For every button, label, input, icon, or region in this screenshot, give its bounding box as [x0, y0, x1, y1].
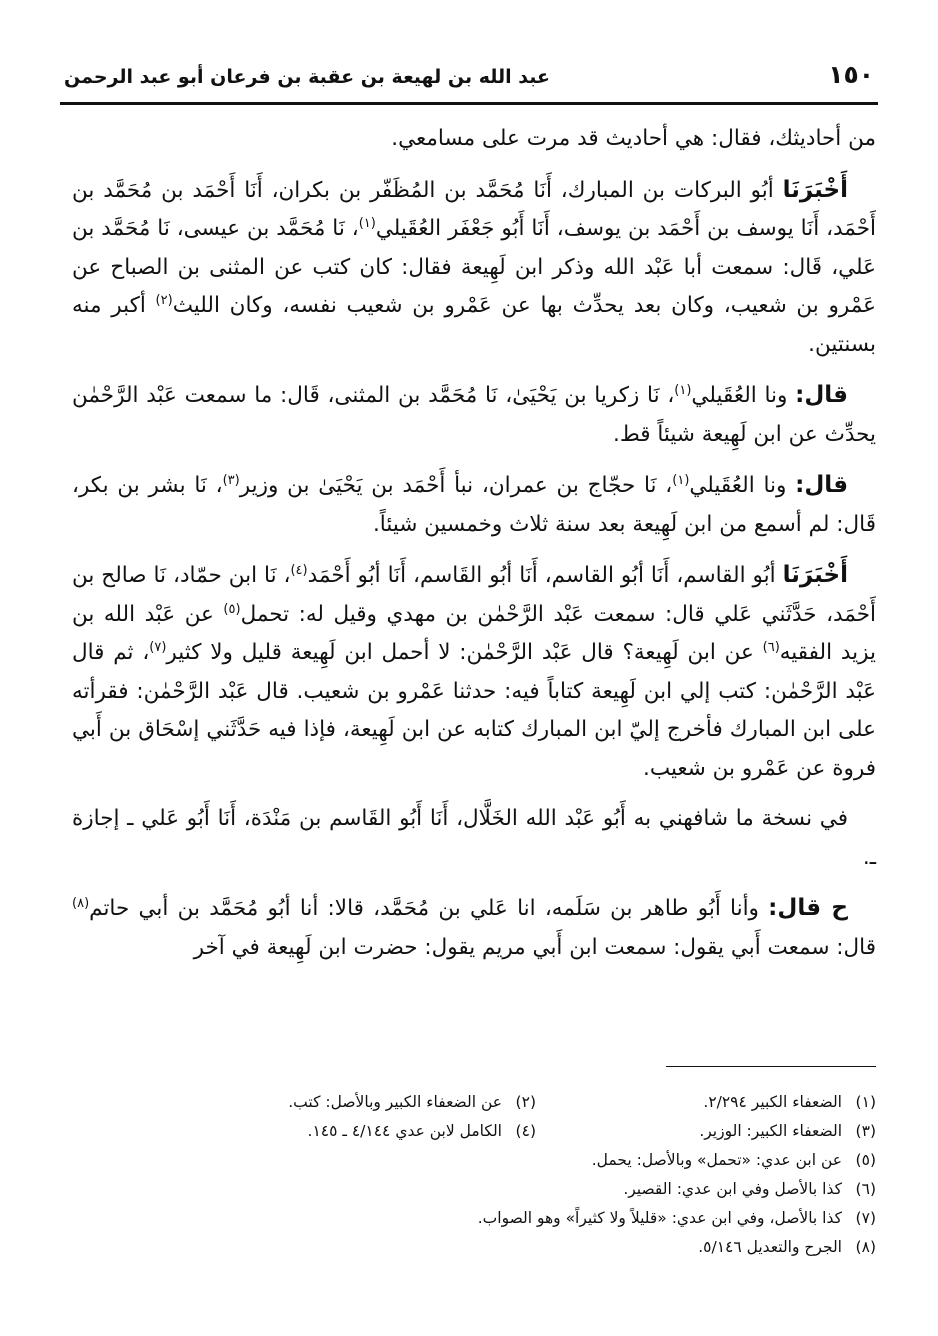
footnote-text: عن ابن عدي: «تحمل» وبالأصل: يحمل.	[591, 1151, 842, 1169]
footnote-item	[196, 1117, 536, 1146]
page-number: ١٥٠	[828, 60, 874, 89]
footnote-number: (٤)	[515, 1122, 536, 1140]
footnote-text: الضعفاء الكبير ٢/٢٩٤.	[703, 1093, 842, 1111]
running-title: عبد الله بن لهيعة بن عقبة بن فرعان أبو عبد الرحمن	[64, 66, 550, 88]
paragraph-akhbarana-2	[72, 556, 876, 788]
footnote-ref[interactable]: (٣)	[222, 472, 240, 488]
footnote-number: (٢)	[515, 1093, 536, 1111]
footnote-text: الضعفاء الكبير: الوزير.	[699, 1122, 842, 1140]
paragraph-qala-2	[72, 466, 876, 544]
footnote-number: (٨)	[855, 1238, 876, 1256]
footnote-ref[interactable]: (١)	[358, 215, 376, 231]
paragraph-text: ، نَا حجّاج بن عمران، نبأ أَحْمَد بن يَحْيَىٰ بن وزير	[239, 473, 673, 498]
footnote-ref[interactable]: (٥)	[223, 601, 241, 617]
lead-word: ح قال:	[768, 895, 849, 921]
paragraph-text: أبُو البركات بن المبارك، أَنَا مُحَمَّد بن المُظَفّر بن بكران، أَنَا أَحْمَد بن مُحَمَّد بن أَحْمَد، أَنَا يوسف بن أَحْمَد بن يوسف، أَنَا أَبُو جَعْفَر العُقَيلي	[72, 177, 877, 241]
footnote-ref[interactable]: (٤)	[290, 562, 308, 578]
paragraph-text: عن عَبْد الله بن يزيد الفقيه	[72, 601, 876, 665]
footnote-ref[interactable]: (٧)	[149, 639, 167, 655]
lead-word: قال:	[795, 472, 849, 498]
paragraph-text: ، نَا بشر بن بكر، قَال: لم أسمع من ابن لَهِيعة بعد سنة ثلاث وخمسين شيئاً.	[72, 473, 876, 537]
footnote-item	[72, 1233, 876, 1262]
footnote-row	[72, 1088, 876, 1117]
paragraph-akhbarana-1	[72, 171, 876, 365]
footnotes	[72, 1088, 876, 1262]
footnote-item	[72, 1175, 876, 1204]
footnote-ref[interactable]: (٢)	[155, 292, 173, 308]
footnote-item	[196, 1088, 536, 1117]
footnote-item	[72, 1146, 876, 1175]
footnote-text: كذا بالأصل، وفي ابن عدي: «قليلاً ولا كثيراً» وهو الصواب.	[477, 1209, 842, 1227]
paragraph-text: أكبر منه بسنتين.	[72, 293, 876, 357]
paragraph-text: ونا العُقَيلي	[691, 383, 796, 408]
lead-word: أَخْبَرَنَا	[782, 562, 848, 588]
footnote-row	[72, 1117, 876, 1146]
main-text	[72, 120, 876, 979]
paragraph-text: عن ابن لَهِيعة؟ قال عَبْد الرَّحْمٰن: لا أحمل ابن لَهِيعة قليل ولا كثير	[166, 640, 763, 665]
paragraph-text: في نسخة ما شافهني به أَبُو عَبْد الله الخَلَّال، أَنَا أَبُو القَاسم بن مَنْدَة، أَنَا أَبُو عَلي ـ إجازة ـ.	[72, 806, 876, 870]
paragraph-text: وأنا أَبُو طاهر بن سَلَمه، انا عَلي بن مُحَمَّد، قالا: أنا أبُو مُحَمَّد بن أبي حاتم	[89, 896, 769, 921]
footnote-item	[536, 1117, 876, 1146]
paragraph-nuskha	[72, 800, 876, 877]
paragraph-text: ونا العُقَيلي	[689, 473, 796, 498]
footnote-ref[interactable]: (١)	[674, 382, 692, 398]
footnote-divider	[666, 1066, 876, 1067]
footnote-text: كذا بالأصل وفي ابن عدي: القصير.	[623, 1180, 842, 1198]
paragraph-continuation	[72, 120, 876, 159]
paragraph-text: ، نَا ابن حمّاد، نَا صالح بن أَحْمَد، حَدَّثَني عَلي قال: سمعت عَبْد الرَّحْمٰن بن مهدي وقيل له: تحمل	[72, 563, 877, 627]
footnote-ref[interactable]: (١)	[672, 472, 690, 488]
footnote-text: الكامل لابن عدي ٤/١٤٤ ـ ١٤٥.	[307, 1122, 502, 1140]
lead-word: قال:	[795, 382, 848, 408]
paragraph-text: ، نَا زكريا بن يَحْيَىٰ، نَا مُحَمَّد بن المثنى، قَال: ما سمعت عَبْد الرَّحْمٰن يحدِّث عن ابن لَهِيعة شيئاً قط.	[72, 383, 876, 447]
lead-word: أَخْبَرَنَا	[782, 176, 848, 203]
paragraph-text: قال: سمعت أَبي يقول: سمعت ابن أَبي مريم يقول: حضرت ابن لَهِيعة في آخر	[193, 934, 876, 960]
paragraph-qala-1	[72, 376, 876, 454]
footnote-number: (٧)	[855, 1209, 876, 1227]
footnote-text: الجرح والتعديل ٥/١٤٦.	[698, 1238, 842, 1256]
running-header	[60, 58, 878, 105]
paragraph-text: ، نَا مُحَمَّد بن عيسى، نَا مُحَمَّد بن عَلي، قَال: سمعت أبا عَبْد الله وذكر ابن لَهِيعة فقال: كان كتب عن المثنى بن الصباح عن عَمْرو بن شعيب، وكان بعد يحدِّث بها عن عَمْرو بن شعيب نفسه، وكان الليث	[72, 216, 877, 318]
footnote-text: عن الضعفاء الكبير وبالأصل: كتب.	[288, 1093, 502, 1111]
footnote-item	[72, 1204, 876, 1233]
footnote-number: (١)	[855, 1093, 876, 1111]
paragraph-text: أبُو القاسم، أَنَا أبُو القاسم، أَنَا أبُو القَاسم، أَنَا أبُو أَحْمَد	[307, 563, 783, 588]
footnote-ref[interactable]: (٦)	[762, 639, 780, 655]
footnote-number: (٥)	[855, 1151, 876, 1169]
footnote-number: (٦)	[855, 1180, 876, 1198]
footnote-number: (٣)	[855, 1122, 876, 1140]
footnote-item	[536, 1088, 876, 1117]
paragraph-text: من أحاديثك، فقال: هي أحاديث قد مرت على مسامعي.	[391, 126, 876, 151]
footnote-ref[interactable]: (٨)	[72, 895, 90, 911]
paragraph-ha-qala	[72, 889, 876, 967]
paragraph-text: ، ثم قال عَبْد الرَّحْمٰن: كتب إلي ابن لَهِيعة كتاباً فيه: حدثنا عَمْرو بن شعيب. قال عَبْد الرَّحْمٰن: فقرأته على ابن المبارك فأخرج إليّ ابن المبارك كتابه عن ابن لَهِيعة، فإذا فيه حَدَّثَني إسْحَاق بن أَبي فروة عن عَمْرو بن شعيب.	[72, 640, 876, 781]
